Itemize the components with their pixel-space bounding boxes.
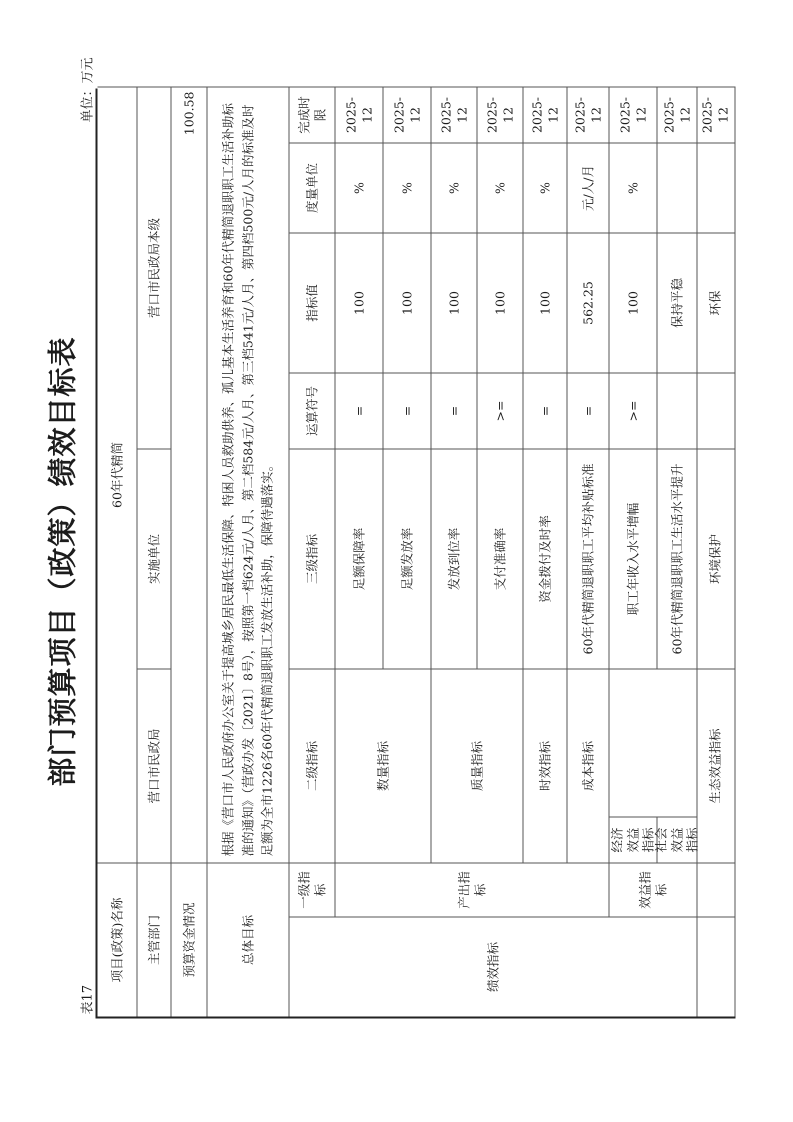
row-target: 环保	[695, 232, 735, 372]
row-deadline: 2025-12	[695, 86, 735, 142]
effect-indicator-label: 效益指标	[609, 862, 697, 916]
level2-ecological	[609, 668, 697, 816]
fund-value: 100.58	[171, 86, 207, 862]
level2-ecological-row: 生态效益指标	[695, 668, 735, 862]
row-unit: %	[609, 142, 657, 232]
row-deadline: 2025-12	[335, 86, 383, 142]
row-level3: 足额发放率	[383, 448, 431, 668]
row-level3: 发放到位率	[431, 448, 477, 668]
performance-table	[95, 88, 700, 1018]
row-unit: %	[477, 142, 523, 232]
output-indicator-label: 产出指标	[335, 862, 609, 916]
section-label: 绩效指标	[289, 916, 697, 1016]
row-level3: 环境保护	[695, 448, 735, 668]
unit-label: 单位：万元	[80, 56, 95, 122]
row-deadline: 2025-12	[657, 86, 697, 142]
header-target: 指标值	[289, 232, 335, 372]
row-target: 保持平稳	[657, 232, 697, 372]
row-operator: =	[567, 372, 609, 448]
header-operator: 运算符号	[289, 372, 335, 448]
row-operator	[657, 372, 697, 448]
fund-label: 预算资金情况	[171, 862, 207, 1016]
row-operator: =	[523, 372, 567, 448]
page-title: 部门预算项目（政策）绩效目标表	[45, 336, 79, 787]
level2-timeliness: 时效指标	[523, 668, 567, 862]
row-operator: =	[383, 372, 431, 448]
level2-quality: 质量指标	[431, 668, 523, 862]
row-target: 100	[609, 232, 657, 372]
ecological-row	[695, 88, 735, 1018]
row-level3: 60年代精简退职职工平均补贴标准	[567, 448, 609, 668]
row-operator	[695, 372, 735, 448]
form-number: 表17	[80, 984, 95, 1014]
header-unit: 度量单位	[289, 142, 335, 232]
row-unit	[695, 142, 735, 232]
row-unit: %	[431, 142, 477, 232]
row-level3: 职工年收入水平增幅	[609, 448, 657, 668]
level2-social: 社会效益指标	[657, 816, 697, 862]
row-level3: 足额保障率	[335, 448, 383, 668]
level2-cost: 成本指标	[567, 668, 609, 862]
row-unit: %	[523, 142, 567, 232]
impl-unit-value: 营口市民政局本级	[137, 86, 171, 448]
row-unit	[657, 142, 697, 232]
row-unit: %	[335, 142, 383, 232]
row-operator: >=	[609, 372, 657, 448]
row-deadline: 2025-12	[609, 86, 657, 142]
row-deadline: 2025-12	[383, 86, 431, 142]
header-level3: 三级指标	[289, 448, 335, 668]
row-unit: 元/人/月	[567, 142, 609, 232]
row-target: 100	[431, 232, 477, 372]
goal-label: 总体目标	[207, 862, 289, 1016]
project-name-value: 60年代精简	[97, 86, 137, 862]
header-deadline: 完成时限	[289, 86, 335, 142]
row-level3: 支付准确率	[477, 448, 523, 668]
header-level2: 二级指标	[289, 668, 335, 862]
dept-value: 营口市民政局	[137, 668, 171, 862]
section-continuation	[695, 916, 735, 1016]
row-deadline: 2025-12	[431, 86, 477, 142]
row-operator: =	[431, 372, 477, 448]
row-deadline: 2025-12	[523, 86, 567, 142]
row-level3: 60年代精简退职职工生活水平提升	[657, 448, 697, 668]
row-level3: 资金拨付及时率	[523, 448, 567, 668]
row-target: 100	[523, 232, 567, 372]
row-target: 100	[335, 232, 383, 372]
impl-unit-label: 实施单位	[137, 448, 171, 668]
level1-continuation	[695, 862, 735, 916]
row-deadline: 2025-12	[477, 86, 523, 142]
row-operator: =	[335, 372, 383, 448]
dept-label: 主管部门	[137, 862, 171, 1016]
row-unit: %	[383, 142, 431, 232]
goal-text: 根据《营口市人民政府办公室关于提高城乡居民最低生活保障、特困人员救助供养、孤儿基本生活养育和60年代精简退职职工生活补助标准的通知》（营政办发〔2021〕8号），按照第一档624元/人月、第二档584元/人月、第三档541元/人月、第四档500元/人月的标准及时足额为全市1226名60年代精简退职职工发放生活补助，保障待遇落实。	[207, 86, 289, 862]
row-deadline: 2025-12	[567, 86, 609, 142]
header-level1: 一级指标	[289, 862, 335, 916]
project-name-label: 项目(政策)名称	[97, 862, 137, 1016]
row-target: 100	[383, 232, 431, 372]
level2-quantity: 数量指标	[335, 668, 431, 862]
level2-economic: 经济效益指标	[609, 816, 657, 862]
row-operator: >=	[477, 372, 523, 448]
row-target: 562.25	[567, 232, 609, 372]
row-target: 100	[477, 232, 523, 372]
